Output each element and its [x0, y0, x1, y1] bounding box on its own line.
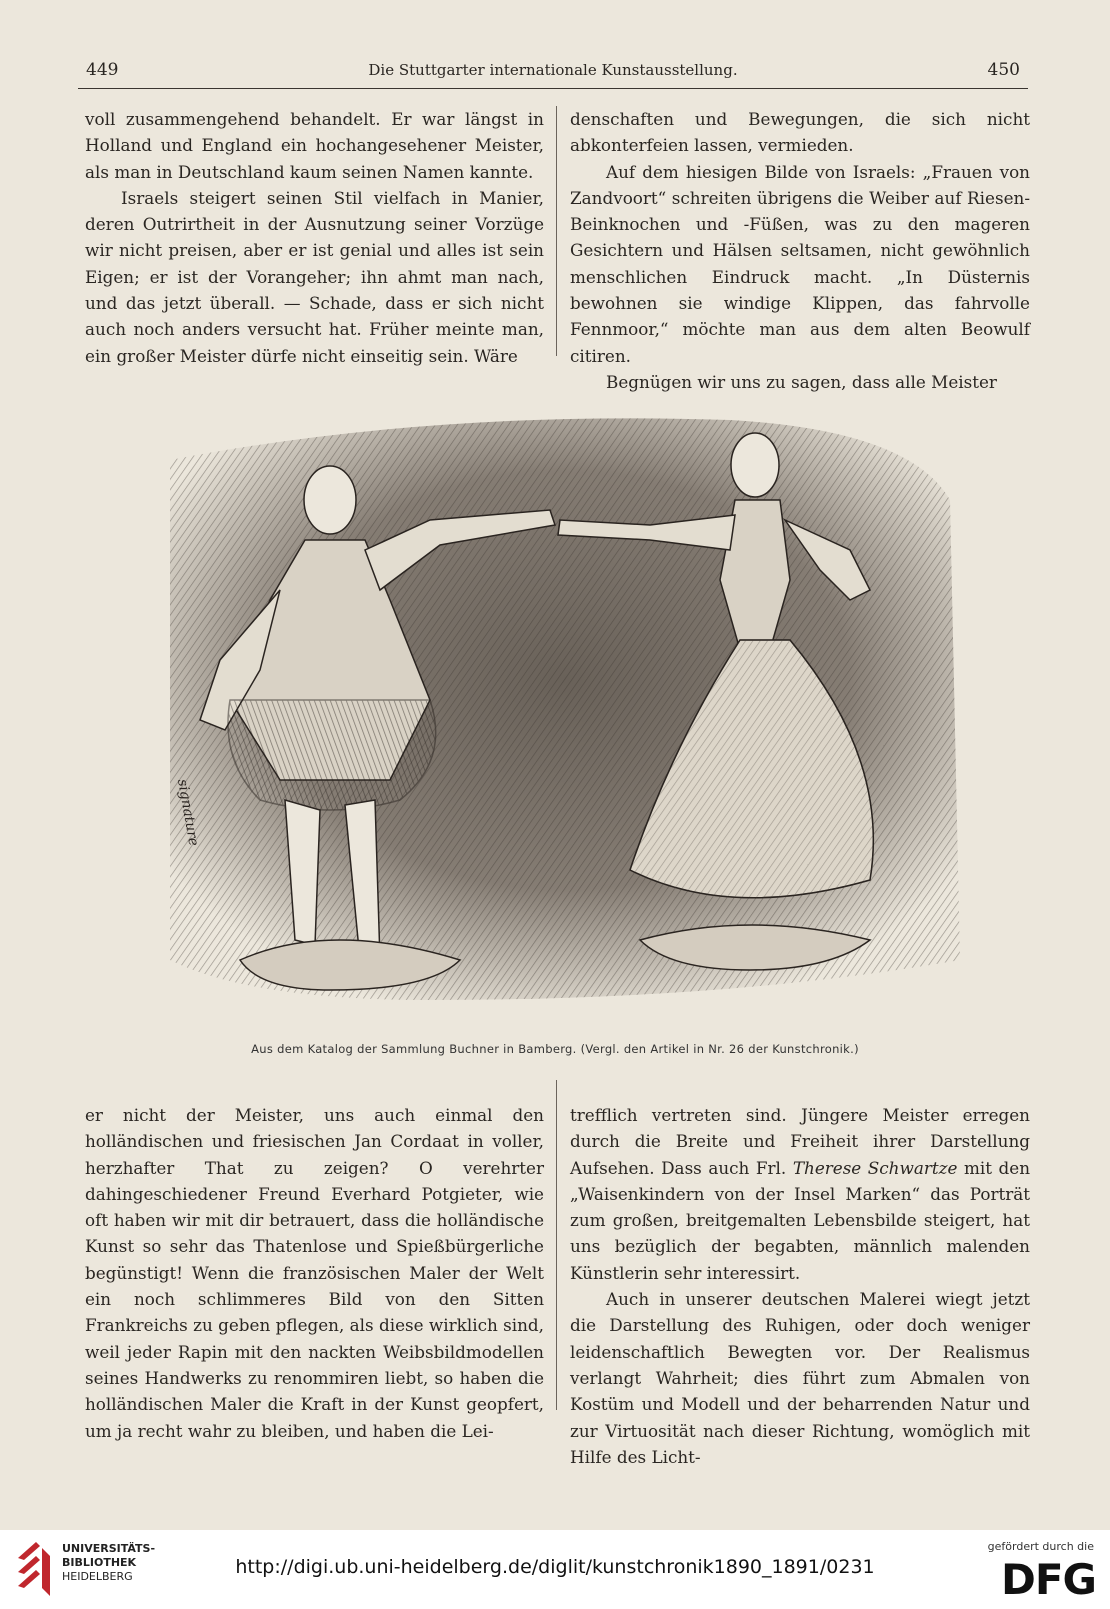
- paragraph: Auf dem hiesigen Bilde von Israels: „Frauen von Zandvoort“ schreiten übrigens die Weiber auf Riesen-Beinknochen und -Füßen, was zu den mageren Gesichtern und Hälsen seltsamen, nicht gewöhnlich menschlichen Eindruck macht. „In Düsternis bewohnen sie windige Klippen, das fahrvolle Fennmoor,“ möchte man aus dem alten Beowulf citiren.: [570, 161, 1030, 366]
- paragraph: er nicht der Meister, uns auch einmal den holländischen und friesischen Jan Cordaat in voller, herzhafter That zu zeigen? O verehrter dahingeschiedener Freund Everhard Potgieter, wie oft haben wir mit dir betrauert, dass die holländische Kunst so sehr das Thatenlose und Spießbürgerliche begünstigt! Wenn die französischen Maler der Welt ein noch schlimmeres Bild von den Sitten Frankreichs zu geben pflegen, als diese wirklich sind, weil jeder Rapin mit den nackten Weibsbildmodellen seines Handwerks zu renommiren liebt, so haben die holländischen Maler die Kraft in der Kunst geopfert, um ja recht wahr zu bleiben, und haben die Lei-: [85, 1105, 544, 1441]
- top-right-column: [570, 106, 1030, 395]
- figure-caption: Aus dem Katalog der Sammlung Buchner in Bamberg. (Vergl. den Artikel in Nr. 26 der Kunstchronik.): [251, 1042, 859, 1056]
- paragraph: denschaften und Bewegungen, die sich nicht abkonterfeien lassen, vermieden.: [570, 109, 1030, 156]
- column-rule: [556, 106, 557, 356]
- ub-heidelberg-label: UNIVERSITÄTS- BIBLIOTHEK HEIDELBERG: [62, 1542, 156, 1583]
- paragraph: Auch in unserer deutschen Malerei wiegt jetzt die Darstellung des Ruhigen, oder doch weniger leidenschaftlich Bewegten vor. Der Realismus verlangt Wahrheit; dies führt zum Abmalen von Kostüm und Modell und der beharrenden Natur und zur Virtuosität nach dieser Richtung, womöglich mit Hilfe des Licht-: [570, 1289, 1030, 1467]
- paragraph: trefflich vertreten sind. Jüngere Meister erregen durch die Breite und Freiheit ihrer Darstellung Aufsehen. Dass auch Frl. Therese Schwartze mit den „Waisenkindern von der Insel Marken“ das Porträt zum großen, breitgemalten Lebensbilde steigert, hat uns bezüglich der begabten, männlich malenden Künstlerin sehr interessirt.: [570, 1105, 1030, 1283]
- bottom-right-column: [570, 1102, 1030, 1470]
- paragraph: Begnügen wir uns zu sagen, dass alle Meister: [606, 371, 997, 392]
- page-number-right: 450: [987, 60, 1020, 80]
- svg-text:signature: signature: [174, 777, 202, 848]
- bottom-left-column: [85, 1102, 544, 1444]
- paragraph: voll zusammengehend behandelt. Er war längst in Holland und England ein hochangesehener Meister, als man in Deutschland kaum seinen Namen kannte.: [85, 109, 544, 182]
- footer-bar: [0, 1530, 1110, 1609]
- column-rule: [556, 1080, 557, 1410]
- artist-name: Therese Schwartze: [792, 1157, 958, 1178]
- funded-by-label: gefördert durch die: [987, 1540, 1094, 1553]
- porcelain-dancers-illustration: [130, 400, 975, 1028]
- engraving-figurines: [130, 400, 975, 1028]
- permalink-url[interactable]: http://digi.ub.uni-heidelberg.de/diglit/kunstchronik1890_1891/0231: [235, 1556, 875, 1578]
- running-header: [78, 58, 1028, 89]
- paragraph: Israels steigert seinen Stil vielfach in Manier, deren Outrirtheit in der Ausnutzung seiner Vorzüge wir nicht preisen, aber er ist genial und alles ist sein Eigen; er ist der Vorangeher; ihn ahmt man nach, und das jetzt überall. — Schade, dass er sich nicht auch noch anders versucht hat. Früher meinte man, ein großer Meister dürfe nicht einseitig sein. Wäre: [85, 187, 544, 366]
- dfg-logo: DFG: [1000, 1555, 1096, 1604]
- top-left-column: [85, 106, 544, 369]
- running-title: Die Stuttgarter internationale Kunstausstellung.: [368, 61, 738, 79]
- page-number-left: 449: [86, 60, 119, 80]
